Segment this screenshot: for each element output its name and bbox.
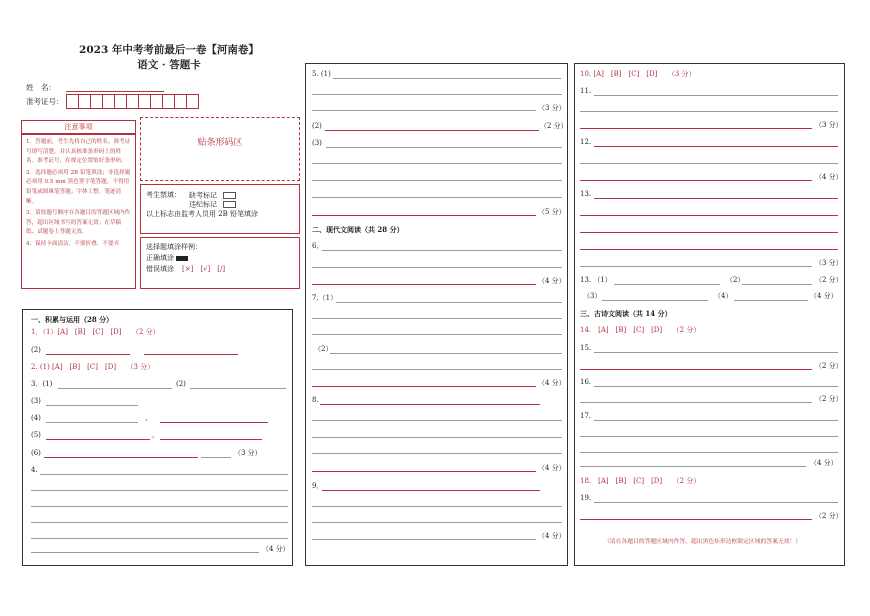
comma-1: 、 xyxy=(145,414,152,422)
q17-label: 17. xyxy=(580,412,592,420)
answer-line[interactable] xyxy=(312,197,562,198)
q13c-label: （3） xyxy=(583,292,602,300)
note-item: 4．保持卡面清洁，不要折叠、不要弄 xyxy=(26,240,120,247)
barcode-label: 贴条形码区 xyxy=(197,138,243,148)
answer-line[interactable] xyxy=(31,522,288,523)
q11-score: （3 分） xyxy=(815,121,843,129)
answer-line[interactable] xyxy=(594,95,838,96)
violation-label: 违纪标记 xyxy=(189,200,217,209)
section2-heading: 二、现代文阅读（共 28 分） xyxy=(312,225,404,234)
q19-label: 19. xyxy=(580,494,592,502)
fill-sample-box xyxy=(140,237,300,289)
q1b-label: (2) xyxy=(31,346,41,354)
wrong-marks: [×] [√] [/] xyxy=(182,265,226,273)
answer-line[interactable] xyxy=(594,386,838,387)
q3-label: 3．(1) xyxy=(31,380,53,388)
answer-line[interactable] xyxy=(160,439,262,440)
q5b-score: （2 分） xyxy=(540,122,568,130)
answer-line[interactable] xyxy=(580,436,838,437)
violation-checkbox[interactable] xyxy=(223,201,236,208)
answer-line[interactable] xyxy=(322,490,540,491)
answer-line[interactable] xyxy=(594,352,838,353)
q6-label: 6． xyxy=(312,242,324,250)
answer-line[interactable] xyxy=(312,215,536,216)
answer-line[interactable] xyxy=(580,402,812,403)
answer-line[interactable] xyxy=(46,422,138,423)
section3-heading: 三、古诗文阅读（共 14 分） xyxy=(580,309,672,318)
note-item: 1．答题前，考生先将自己的姓名、准考证号填写清楚，并认真核准条形码上的姓名、准考证号，在规定位置贴好条形码。 xyxy=(26,139,131,165)
answer-line[interactable] xyxy=(312,386,536,387)
id-label: 准考证号： xyxy=(26,97,64,106)
q9-label: 9． xyxy=(312,482,324,490)
answer-line[interactable] xyxy=(594,198,838,199)
answer-line[interactable] xyxy=(40,474,288,475)
q16-label: 16. xyxy=(580,378,592,386)
answer-line[interactable] xyxy=(614,284,720,285)
q16-score: （2 分） xyxy=(815,395,843,403)
q7b-label: （2） xyxy=(314,345,333,353)
answer-line[interactable] xyxy=(312,453,562,454)
q13b-label: 13. （1） xyxy=(580,276,612,284)
answer-line[interactable] xyxy=(312,110,536,111)
barcode-area[interactable] xyxy=(140,117,300,181)
answer-line[interactable] xyxy=(44,457,198,458)
answer-line[interactable] xyxy=(320,404,540,405)
answer-line[interactable] xyxy=(312,284,536,285)
q13b-score: （2 分） xyxy=(815,276,843,284)
q13b-2-label: （2） xyxy=(726,276,745,284)
q13c-score: （4 分） xyxy=(810,292,838,300)
answer-line[interactable] xyxy=(322,250,562,251)
answer-line[interactable] xyxy=(602,300,708,301)
answer-line[interactable] xyxy=(312,522,562,523)
answer-line[interactable] xyxy=(326,147,562,148)
q3d-label: (4) xyxy=(31,414,41,422)
answer-line[interactable] xyxy=(580,180,812,181)
answer-line[interactable] xyxy=(46,405,138,406)
q7-label: 7.（1） xyxy=(312,294,338,302)
q10-options[interactable]: 10. [A] [B] [C] [D] （3 分） xyxy=(580,70,696,78)
q8-label: 8. xyxy=(312,396,319,404)
q3c-label: (3) xyxy=(31,397,41,405)
name-field[interactable] xyxy=(66,91,164,92)
comma-2: ， xyxy=(152,431,159,439)
name-label: 姓 名： xyxy=(26,83,56,92)
q8-score: （4 分） xyxy=(538,464,566,472)
answer-line[interactable] xyxy=(325,130,539,131)
wrong-label: 错误填涂 xyxy=(146,265,174,273)
answer-line[interactable] xyxy=(594,420,838,421)
answer-line[interactable] xyxy=(312,471,536,472)
q3e-label: (5) xyxy=(31,431,41,439)
id-number-grid[interactable] xyxy=(66,94,198,113)
notes-box xyxy=(21,134,136,289)
correct-label: 正确填涂 xyxy=(146,254,174,262)
answer-line[interactable] xyxy=(46,439,150,440)
notes-heading: 注意事项 xyxy=(21,120,136,134)
answer-line[interactable] xyxy=(580,128,812,129)
answer-line[interactable] xyxy=(336,302,562,303)
q4-label: 4. xyxy=(31,466,38,474)
q15-label: 15. xyxy=(580,344,592,352)
q5-label: 5. (1) xyxy=(312,70,331,78)
answer-line[interactable] xyxy=(312,539,536,540)
q3f-label: (6) xyxy=(31,449,41,457)
answer-line[interactable] xyxy=(312,180,562,181)
answer-line[interactable] xyxy=(580,111,838,112)
answer-line[interactable] xyxy=(580,232,838,233)
answer-line[interactable] xyxy=(312,94,562,95)
answer-line[interactable] xyxy=(580,452,838,453)
status-note: 以上标志由监考人员用 2B 铅笔填涂 xyxy=(146,210,259,218)
q6-score: （4 分） xyxy=(538,277,566,285)
q1-options[interactable]: 1．（1）[A] [B] [C] [D] （2 分） xyxy=(31,328,160,336)
answer-line[interactable] xyxy=(594,502,838,503)
answer-line[interactable] xyxy=(734,300,808,301)
q13-score: （3 分） xyxy=(815,259,843,267)
footer-warning: （请在各题目的答题区域内作答，超出黑色矩形边框限定区域的答案无效！） xyxy=(604,539,802,545)
absent-checkbox[interactable] xyxy=(223,192,236,199)
q15-score: （2 分） xyxy=(815,362,843,370)
q13c-4-label: （4） xyxy=(714,292,733,300)
q4-score: （4 分） xyxy=(262,545,290,553)
answer-line[interactable] xyxy=(580,519,812,520)
answer-line[interactable] xyxy=(160,422,268,423)
sample-title: 选择题填涂样例： xyxy=(146,243,202,251)
status-label: 考生禁填： xyxy=(146,191,181,199)
answer-line[interactable] xyxy=(330,353,562,354)
answer-line[interactable] xyxy=(312,318,562,319)
answer-line[interactable] xyxy=(312,437,562,438)
status-box xyxy=(140,184,300,234)
q17-score: （4 分） xyxy=(810,459,838,467)
q14-options[interactable]: 14. [A] [B] [C] [D] （2 分） xyxy=(580,326,701,334)
note-item: 3．请按题号顺序在各题目的答题区域内作答，超出区域书写的答案无效；在草稿纸、试题卷上答题无效。 xyxy=(26,210,131,236)
note-item: 2．选择题必须用 2B 铅笔填涂；非选择题必须用 0.5 mm 黑色签字笔答题，不得用铅笔或圆珠笔答题；字体工整、笔迹清晰。 xyxy=(26,169,131,205)
q3b-label: (2) xyxy=(176,380,186,388)
answer-line[interactable] xyxy=(312,369,562,370)
answer-line[interactable] xyxy=(742,284,812,285)
q9-score: （4 分） xyxy=(538,532,566,540)
answer-line[interactable] xyxy=(31,552,259,553)
section1-heading: 一、积累与运用（28 分） xyxy=(31,315,114,324)
q3-score: （3 分） xyxy=(234,449,262,457)
answer-line[interactable] xyxy=(58,388,172,389)
answer-line[interactable] xyxy=(580,369,812,370)
answer-line[interactable] xyxy=(31,538,288,539)
answer-line[interactable] xyxy=(31,490,288,491)
answer-line[interactable] xyxy=(594,146,838,147)
answer-line[interactable] xyxy=(201,457,231,458)
answer-line[interactable] xyxy=(190,388,286,389)
absent-label: 缺考标记 xyxy=(189,191,217,200)
q11-label: 11. xyxy=(580,87,592,95)
q5c-score: （5 分） xyxy=(538,208,566,216)
q12-label: 12. xyxy=(580,138,592,146)
answer-line[interactable] xyxy=(46,354,130,355)
q5-score: （3 分） xyxy=(538,104,566,112)
q5b-label: (2) xyxy=(312,122,322,130)
exam-title: 2023 年中考考前最后一卷【河南卷】 xyxy=(79,44,259,56)
q5c-label: (3) xyxy=(312,139,322,147)
q19-score: （2 分） xyxy=(815,512,843,520)
q13-label: 13. xyxy=(580,190,592,198)
answer-line[interactable] xyxy=(312,420,562,421)
answer-line[interactable] xyxy=(580,249,838,250)
q7-score: （4 分） xyxy=(538,379,566,387)
answer-line[interactable] xyxy=(333,78,561,79)
answer-line[interactable] xyxy=(580,163,838,164)
answer-line[interactable] xyxy=(31,506,288,507)
answer-line[interactable] xyxy=(580,466,806,467)
filled-mark-icon xyxy=(176,256,188,261)
q12-score: （4 分） xyxy=(815,173,843,181)
answer-line[interactable] xyxy=(580,266,812,267)
answer-line[interactable] xyxy=(144,354,238,355)
answer-line[interactable] xyxy=(312,334,562,335)
answer-line[interactable] xyxy=(312,506,562,507)
answer-line[interactable] xyxy=(312,163,562,164)
q2-options[interactable]: 2. (1) [A] [B] [C] [D] （3 分） xyxy=(31,363,155,371)
q18-options[interactable]: 18. [A] [B] [C] [D] （2 分） xyxy=(580,477,701,485)
sheet-subtitle: 语文 · 答题卡 xyxy=(137,59,201,71)
answer-line[interactable] xyxy=(312,267,562,268)
answer-line[interactable] xyxy=(580,215,838,216)
